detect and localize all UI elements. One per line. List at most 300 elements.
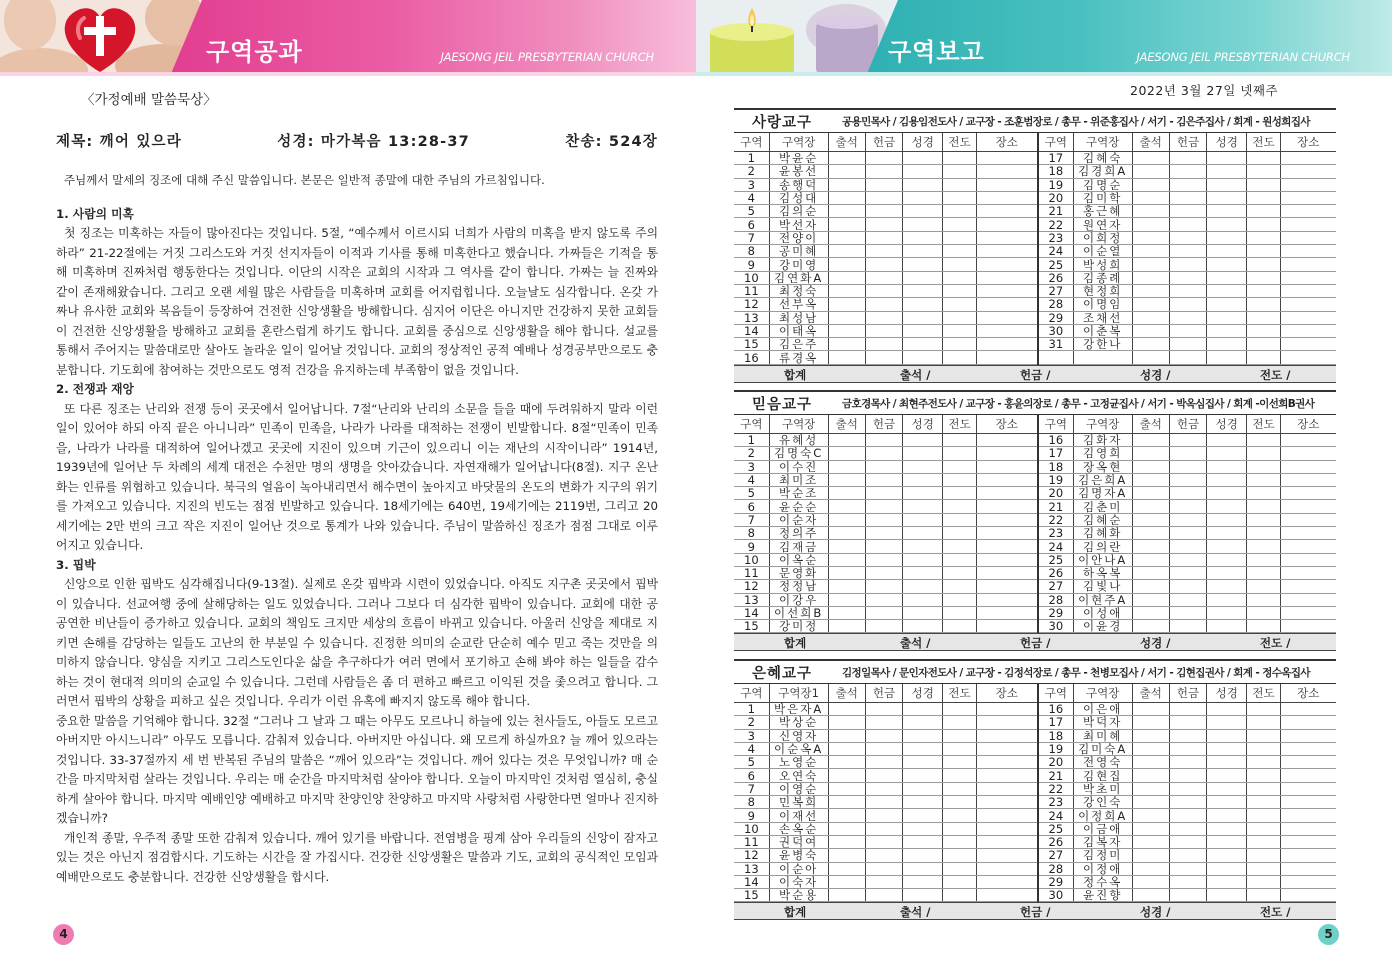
entry-cell[interactable]: [903, 566, 943, 579]
entry-cell[interactable]: [976, 566, 1038, 579]
entry-cell[interactable]: [865, 580, 902, 593]
entry-cell[interactable]: [1169, 756, 1206, 769]
entry-cell[interactable]: [1207, 338, 1247, 351]
entry-cell[interactable]: [903, 434, 943, 447]
entry-cell[interactable]: [865, 862, 902, 875]
entry-cell[interactable]: [1169, 540, 1206, 553]
entry-cell[interactable]: [865, 553, 902, 566]
entry-cell[interactable]: [1207, 527, 1247, 540]
entry-cell[interactable]: [1169, 729, 1206, 742]
entry-cell[interactable]: [943, 782, 976, 795]
entry-cell[interactable]: [828, 513, 865, 526]
entry-cell[interactable]: [1280, 284, 1336, 297]
entry-cell[interactable]: [1132, 742, 1169, 755]
entry-cell[interactable]: [976, 460, 1038, 473]
entry-cell[interactable]: [1132, 796, 1169, 809]
entry-cell[interactable]: [943, 473, 976, 486]
entry-cell[interactable]: [1280, 258, 1336, 271]
entry-cell[interactable]: [903, 756, 943, 769]
entry-cell[interactable]: [1207, 580, 1247, 593]
entry-cell[interactable]: [1247, 580, 1280, 593]
entry-cell[interactable]: [976, 191, 1038, 204]
entry-cell[interactable]: [1207, 447, 1247, 460]
entry-cell[interactable]: [1247, 553, 1280, 566]
entry-cell[interactable]: [1132, 460, 1169, 473]
entry-cell[interactable]: [1169, 566, 1206, 579]
entry-cell[interactable]: [943, 729, 976, 742]
entry-cell[interactable]: [1132, 849, 1169, 862]
entry-cell[interactable]: [976, 487, 1038, 500]
entry-cell[interactable]: [1132, 218, 1169, 231]
entry-cell[interactable]: [976, 231, 1038, 244]
entry-cell[interactable]: [1132, 782, 1169, 795]
entry-cell[interactable]: [865, 284, 902, 297]
entry-cell[interactable]: [1207, 606, 1247, 619]
entry-cell[interactable]: [943, 500, 976, 513]
entry-cell[interactable]: [1207, 298, 1247, 311]
entry-cell[interactable]: [1169, 205, 1206, 218]
entry-cell[interactable]: [865, 566, 902, 579]
entry-cell[interactable]: [1247, 809, 1280, 822]
entry-cell[interactable]: [1247, 324, 1280, 337]
entry-cell[interactable]: [1247, 782, 1280, 795]
entry-cell[interactable]: [828, 231, 865, 244]
entry-cell[interactable]: [1280, 756, 1336, 769]
entry-cell[interactable]: [865, 756, 902, 769]
entry-cell[interactable]: [1132, 620, 1169, 633]
entry-cell[interactable]: [865, 487, 902, 500]
entry-cell[interactable]: [1247, 835, 1280, 848]
entry-cell[interactable]: [1247, 447, 1280, 460]
entry-cell[interactable]: [1247, 796, 1280, 809]
entry-cell[interactable]: [1247, 703, 1280, 716]
entry-cell[interactable]: [865, 606, 902, 619]
entry-cell[interactable]: [828, 553, 865, 566]
entry-cell[interactable]: [903, 553, 943, 566]
entry-cell[interactable]: [828, 434, 865, 447]
entry-cell[interactable]: [903, 284, 943, 297]
entry-cell[interactable]: [976, 473, 1038, 486]
entry-cell[interactable]: [1247, 271, 1280, 284]
entry-cell[interactable]: [828, 606, 865, 619]
entry-cell[interactable]: [865, 620, 902, 633]
entry-cell[interactable]: [1132, 324, 1169, 337]
entry-cell[interactable]: [828, 580, 865, 593]
entry-cell[interactable]: [1207, 729, 1247, 742]
entry-cell[interactable]: [1247, 606, 1280, 619]
entry-cell[interactable]: [943, 716, 976, 729]
entry-cell[interactable]: [903, 191, 943, 204]
entry-cell[interactable]: [865, 311, 902, 324]
entry-cell[interactable]: [1247, 460, 1280, 473]
entry-cell[interactable]: [828, 862, 865, 875]
entry-cell[interactable]: [828, 298, 865, 311]
entry-cell[interactable]: [1247, 822, 1280, 835]
entry-cell[interactable]: [1132, 447, 1169, 460]
entry-cell[interactable]: [865, 500, 902, 513]
entry-cell[interactable]: [828, 756, 865, 769]
entry-cell[interactable]: [1207, 460, 1247, 473]
entry-cell[interactable]: [1247, 165, 1280, 178]
entry-cell[interactable]: [1280, 540, 1336, 553]
entry-cell[interactable]: [1207, 191, 1247, 204]
entry-cell[interactable]: [1207, 742, 1247, 755]
entry-cell[interactable]: [1280, 205, 1336, 218]
entry-cell[interactable]: [903, 298, 943, 311]
entry-cell[interactable]: [903, 875, 943, 888]
entry-cell[interactable]: [976, 742, 1038, 755]
entry-cell[interactable]: [1207, 782, 1247, 795]
entry-cell[interactable]: [828, 729, 865, 742]
entry-cell[interactable]: [865, 218, 902, 231]
entry-cell[interactable]: [1247, 284, 1280, 297]
entry-cell[interactable]: [943, 258, 976, 271]
entry-cell[interactable]: [1132, 756, 1169, 769]
entry-cell[interactable]: [1247, 434, 1280, 447]
entry-cell[interactable]: [1247, 593, 1280, 606]
entry-cell[interactable]: [903, 822, 943, 835]
entry-cell[interactable]: [1280, 553, 1336, 566]
entry-cell[interactable]: [1280, 889, 1336, 902]
entry-cell[interactable]: [976, 822, 1038, 835]
entry-cell[interactable]: [943, 875, 976, 888]
entry-cell[interactable]: [865, 822, 902, 835]
entry-cell[interactable]: [1207, 716, 1247, 729]
entry-cell[interactable]: [828, 500, 865, 513]
entry-cell[interactable]: [1169, 703, 1206, 716]
entry-cell[interactable]: [976, 809, 1038, 822]
entry-cell[interactable]: [1247, 338, 1280, 351]
entry-cell[interactable]: [865, 527, 902, 540]
entry-cell[interactable]: [1132, 205, 1169, 218]
entry-cell[interactable]: [865, 769, 902, 782]
entry-cell[interactable]: [943, 487, 976, 500]
entry-cell[interactable]: [1169, 245, 1206, 258]
entry-cell[interactable]: [1132, 245, 1169, 258]
entry-cell[interactable]: [1247, 487, 1280, 500]
entry-cell[interactable]: [1247, 231, 1280, 244]
entry-cell[interactable]: [1169, 835, 1206, 848]
entry-cell[interactable]: [903, 245, 943, 258]
entry-cell[interactable]: [828, 769, 865, 782]
entry-cell[interactable]: [976, 540, 1038, 553]
entry-cell[interactable]: [1280, 742, 1336, 755]
entry-cell[interactable]: [976, 769, 1038, 782]
entry-cell[interactable]: [1169, 351, 1206, 364]
entry-cell[interactable]: [828, 875, 865, 888]
entry-cell[interactable]: [1247, 351, 1280, 364]
entry-cell[interactable]: [1207, 835, 1247, 848]
entry-cell[interactable]: [1169, 231, 1206, 244]
entry-cell[interactable]: [1280, 606, 1336, 619]
entry-cell[interactable]: [1247, 729, 1280, 742]
entry-cell[interactable]: [828, 566, 865, 579]
entry-cell[interactable]: [1247, 245, 1280, 258]
entry-cell[interactable]: [976, 593, 1038, 606]
entry-cell[interactable]: [943, 889, 976, 902]
entry-cell[interactable]: [943, 311, 976, 324]
entry-cell[interactable]: [828, 809, 865, 822]
entry-cell[interactable]: [1132, 769, 1169, 782]
entry-cell[interactable]: [1169, 447, 1206, 460]
entry-cell[interactable]: [1247, 311, 1280, 324]
entry-cell[interactable]: [828, 152, 865, 165]
entry-cell[interactable]: [1132, 593, 1169, 606]
entry-cell[interactable]: [903, 849, 943, 862]
entry-cell[interactable]: [828, 311, 865, 324]
entry-cell[interactable]: [1280, 809, 1336, 822]
entry-cell[interactable]: [976, 527, 1038, 540]
entry-cell[interactable]: [865, 434, 902, 447]
entry-cell[interactable]: [1207, 258, 1247, 271]
entry-cell[interactable]: [903, 500, 943, 513]
entry-cell[interactable]: [903, 835, 943, 848]
entry-cell[interactable]: [828, 782, 865, 795]
entry-cell[interactable]: [1207, 862, 1247, 875]
entry-cell[interactable]: [1132, 258, 1169, 271]
entry-cell[interactable]: [1207, 271, 1247, 284]
entry-cell[interactable]: [1247, 620, 1280, 633]
entry-cell[interactable]: [976, 875, 1038, 888]
entry-cell[interactable]: [1280, 782, 1336, 795]
entry-cell[interactable]: [943, 284, 976, 297]
entry-cell[interactable]: [828, 822, 865, 835]
entry-cell[interactable]: [828, 338, 865, 351]
entry-cell[interactable]: [1247, 205, 1280, 218]
entry-cell[interactable]: [903, 703, 943, 716]
entry-cell[interactable]: [1169, 178, 1206, 191]
entry-cell[interactable]: [865, 351, 902, 364]
entry-cell[interactable]: [1247, 191, 1280, 204]
entry-cell[interactable]: [976, 849, 1038, 862]
entry-cell[interactable]: [865, 742, 902, 755]
entry-cell[interactable]: [1280, 580, 1336, 593]
entry-cell[interactable]: [828, 487, 865, 500]
entry-cell[interactable]: [1280, 165, 1336, 178]
entry-cell[interactable]: [903, 311, 943, 324]
entry-cell[interactable]: [1207, 513, 1247, 526]
entry-cell[interactable]: [828, 447, 865, 460]
entry-cell[interactable]: [903, 271, 943, 284]
entry-cell[interactable]: [903, 178, 943, 191]
entry-cell[interactable]: [1207, 178, 1247, 191]
entry-cell[interactable]: [903, 338, 943, 351]
entry-cell[interactable]: [1207, 487, 1247, 500]
entry-cell[interactable]: [865, 460, 902, 473]
entry-cell[interactable]: [828, 889, 865, 902]
entry-cell[interactable]: [976, 716, 1038, 729]
entry-cell[interactable]: [1132, 284, 1169, 297]
entry-cell[interactable]: [903, 620, 943, 633]
entry-cell[interactable]: [1169, 152, 1206, 165]
entry-cell[interactable]: [943, 553, 976, 566]
entry-cell[interactable]: [1132, 487, 1169, 500]
entry-cell[interactable]: [1169, 434, 1206, 447]
entry-cell[interactable]: [943, 178, 976, 191]
entry-cell[interactable]: [976, 245, 1038, 258]
entry-cell[interactable]: [1132, 889, 1169, 902]
entry-cell[interactable]: [1280, 460, 1336, 473]
entry-cell[interactable]: [1207, 165, 1247, 178]
entry-cell[interactable]: [828, 258, 865, 271]
entry-cell[interactable]: [1169, 165, 1206, 178]
entry-cell[interactable]: [976, 218, 1038, 231]
entry-cell[interactable]: [1169, 716, 1206, 729]
entry-cell[interactable]: [1280, 311, 1336, 324]
entry-cell[interactable]: [943, 593, 976, 606]
entry-cell[interactable]: [943, 796, 976, 809]
entry-cell[interactable]: [1169, 849, 1206, 862]
entry-cell[interactable]: [1207, 593, 1247, 606]
entry-cell[interactable]: [1280, 822, 1336, 835]
entry-cell[interactable]: [865, 889, 902, 902]
entry-cell[interactable]: [828, 593, 865, 606]
entry-cell[interactable]: [903, 473, 943, 486]
entry-cell[interactable]: [1207, 889, 1247, 902]
entry-cell[interactable]: [903, 447, 943, 460]
entry-cell[interactable]: [943, 742, 976, 755]
entry-cell[interactable]: [1132, 527, 1169, 540]
entry-cell[interactable]: [903, 742, 943, 755]
entry-cell[interactable]: [903, 716, 943, 729]
entry-cell[interactable]: [1132, 513, 1169, 526]
entry-cell[interactable]: [976, 782, 1038, 795]
entry-cell[interactable]: [1169, 822, 1206, 835]
entry-cell[interactable]: [976, 580, 1038, 593]
entry-cell[interactable]: [976, 756, 1038, 769]
entry-cell[interactable]: [1247, 716, 1280, 729]
entry-cell[interactable]: [1169, 218, 1206, 231]
entry-cell[interactable]: [976, 284, 1038, 297]
entry-cell[interactable]: [976, 258, 1038, 271]
entry-cell[interactable]: [1132, 703, 1169, 716]
entry-cell[interactable]: [1247, 875, 1280, 888]
entry-cell[interactable]: [903, 460, 943, 473]
entry-cell[interactable]: [1169, 487, 1206, 500]
entry-cell[interactable]: [976, 324, 1038, 337]
entry-cell[interactable]: [903, 889, 943, 902]
entry-cell[interactable]: [943, 271, 976, 284]
entry-cell[interactable]: [1169, 782, 1206, 795]
entry-cell[interactable]: [943, 822, 976, 835]
entry-cell[interactable]: [865, 716, 902, 729]
entry-cell[interactable]: [1207, 756, 1247, 769]
entry-cell[interactable]: [1207, 809, 1247, 822]
entry-cell[interactable]: [903, 152, 943, 165]
entry-cell[interactable]: [828, 165, 865, 178]
entry-cell[interactable]: [1280, 152, 1336, 165]
entry-cell[interactable]: [943, 527, 976, 540]
entry-cell[interactable]: [1169, 796, 1206, 809]
entry-cell[interactable]: [1132, 729, 1169, 742]
entry-cell[interactable]: [1169, 769, 1206, 782]
entry-cell[interactable]: [1132, 875, 1169, 888]
entry-cell[interactable]: [903, 218, 943, 231]
entry-cell[interactable]: [943, 338, 976, 351]
entry-cell[interactable]: [943, 513, 976, 526]
entry-cell[interactable]: [943, 769, 976, 782]
entry-cell[interactable]: [1247, 769, 1280, 782]
entry-cell[interactable]: [903, 351, 943, 364]
entry-cell[interactable]: [865, 447, 902, 460]
entry-cell[interactable]: [1169, 324, 1206, 337]
entry-cell[interactable]: [1280, 862, 1336, 875]
entry-cell[interactable]: [943, 580, 976, 593]
entry-cell[interactable]: [828, 191, 865, 204]
entry-cell[interactable]: [1169, 889, 1206, 902]
entry-cell[interactable]: [903, 258, 943, 271]
entry-cell[interactable]: [976, 553, 1038, 566]
entry-cell[interactable]: [903, 513, 943, 526]
entry-cell[interactable]: [1280, 875, 1336, 888]
entry-cell[interactable]: [1132, 351, 1169, 364]
entry-cell[interactable]: [1169, 862, 1206, 875]
entry-cell[interactable]: [1280, 231, 1336, 244]
entry-cell[interactable]: [943, 245, 976, 258]
entry-cell[interactable]: [828, 849, 865, 862]
entry-cell[interactable]: [943, 205, 976, 218]
entry-cell[interactable]: [865, 593, 902, 606]
entry-cell[interactable]: [1247, 566, 1280, 579]
entry-cell[interactable]: [1169, 258, 1206, 271]
entry-cell[interactable]: [865, 245, 902, 258]
entry-cell[interactable]: [976, 796, 1038, 809]
entry-cell[interactable]: [903, 527, 943, 540]
entry-cell[interactable]: [1169, 311, 1206, 324]
entry-cell[interactable]: [943, 809, 976, 822]
entry-cell[interactable]: [1280, 298, 1336, 311]
entry-cell[interactable]: [1247, 527, 1280, 540]
entry-cell[interactable]: [1247, 889, 1280, 902]
entry-cell[interactable]: [976, 835, 1038, 848]
entry-cell[interactable]: [1132, 165, 1169, 178]
entry-cell[interactable]: [903, 606, 943, 619]
entry-cell[interactable]: [1132, 835, 1169, 848]
entry-cell[interactable]: [1280, 769, 1336, 782]
entry-cell[interactable]: [1280, 271, 1336, 284]
entry-cell[interactable]: [1247, 540, 1280, 553]
entry-cell[interactable]: [1280, 218, 1336, 231]
entry-cell[interactable]: [1169, 473, 1206, 486]
entry-cell[interactable]: [976, 178, 1038, 191]
entry-cell[interactable]: [1207, 311, 1247, 324]
entry-cell[interactable]: [976, 862, 1038, 875]
entry-cell[interactable]: [1280, 729, 1336, 742]
entry-cell[interactable]: [1280, 796, 1336, 809]
entry-cell[interactable]: [1280, 324, 1336, 337]
entry-cell[interactable]: [1207, 324, 1247, 337]
entry-cell[interactable]: [1247, 513, 1280, 526]
entry-cell[interactable]: [1207, 796, 1247, 809]
entry-cell[interactable]: [1280, 500, 1336, 513]
entry-cell[interactable]: [903, 729, 943, 742]
entry-cell[interactable]: [1169, 500, 1206, 513]
entry-cell[interactable]: [828, 271, 865, 284]
entry-cell[interactable]: [865, 540, 902, 553]
entry-cell[interactable]: [1247, 152, 1280, 165]
entry-cell[interactable]: [1207, 620, 1247, 633]
entry-cell[interactable]: [1280, 178, 1336, 191]
entry-cell[interactable]: [1207, 769, 1247, 782]
entry-cell[interactable]: [1169, 298, 1206, 311]
entry-cell[interactable]: [943, 835, 976, 848]
entry-cell[interactable]: [976, 606, 1038, 619]
entry-cell[interactable]: [1132, 311, 1169, 324]
entry-cell[interactable]: [1169, 620, 1206, 633]
entry-cell[interactable]: [865, 875, 902, 888]
entry-cell[interactable]: [976, 338, 1038, 351]
entry-cell[interactable]: [865, 513, 902, 526]
